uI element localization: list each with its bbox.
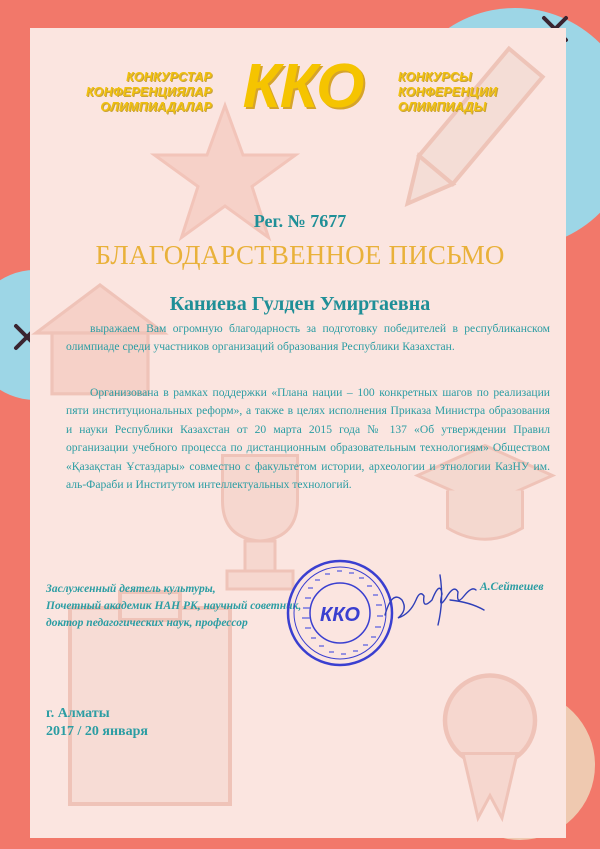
logo-right-text bbox=[398, 70, 558, 115]
logo-left-line: КОНФЕРЕНЦИЯЛАР bbox=[85, 85, 212, 99]
logo-left-text bbox=[60, 70, 212, 115]
signer-title-line: Заслуженный деятель культуры, bbox=[46, 583, 216, 595]
official-seal bbox=[285, 558, 395, 668]
seal-center-text: ККО bbox=[320, 604, 360, 626]
logo-right-line: КОНФЕРЕНЦИИ bbox=[398, 85, 498, 99]
place-and-date bbox=[46, 705, 148, 741]
place: г. Алматы bbox=[46, 706, 110, 721]
logo-mark: ККО bbox=[242, 52, 364, 121]
signer-title-line: доктор педагогических наук, профессор bbox=[46, 617, 248, 629]
document-title: БЛАГОДАРСТВЕННОЕ ПИСЬМО bbox=[95, 240, 505, 270]
logo-left-line: ОЛИМПИАДАЛАР bbox=[100, 100, 212, 114]
date: 2017 / 20 января bbox=[46, 724, 148, 739]
logo-left-line: КОНКУРСТАР bbox=[126, 70, 212, 84]
handwritten-signature bbox=[380, 570, 490, 630]
body-paragraph-2: Организована в рамках поддержки «Плана нации – 100 конкретных шагов по реализации пяти институциональных реформ», а также в целях исполнения Приказа Министра образования и науки Республики Казахстан от 20 марта 2015 года № 137 «Об утверждении Правил организации учебного процесса по дистанционным образовательным технологиям» Обществом «Қазақстан Ұстаздары» совместно с факультетом истории, археологии и этнологии КазНУ им. аль-Фараби и Институтом интеллектуальных технологий. bbox=[66, 386, 550, 492]
body-paragraph-1: выражаем Вам огромную благодарность за подготовку победителей в республиканском олимпиаде среди участников организаций образования Республики Казахстан. bbox=[66, 322, 550, 354]
recipient-name: Каниева Гулден Умиртаевна bbox=[169, 293, 431, 315]
signer-name: А.Сейтешев bbox=[480, 581, 544, 593]
logo-right-line: ОЛИМПИАДЫ bbox=[398, 100, 487, 114]
registration-number: Рег. № 7677 bbox=[253, 211, 347, 231]
logo-right-line: КОНКУРСЫ bbox=[398, 70, 472, 84]
signer-title-line: Почетный академик НАН РК, научный советник, bbox=[46, 600, 302, 612]
